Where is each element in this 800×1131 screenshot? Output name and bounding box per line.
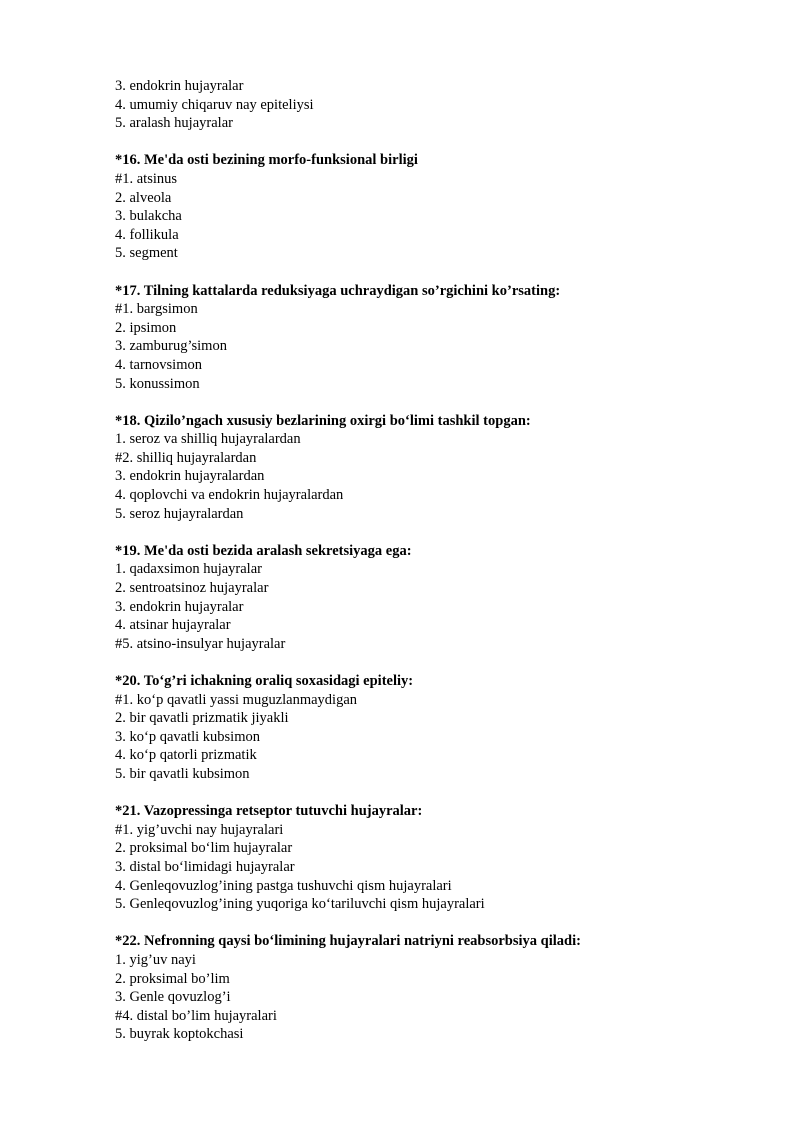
- document-page: [115, 77, 755, 1044]
- question-20: [115, 672, 755, 784]
- question-title: *21. Vazopressinga retseptor tutuvchi hujayralar:: [115, 803, 423, 820]
- question-title: *16. Me'da osti bezining morfo-funksional birligi: [115, 152, 418, 169]
- question-18: [115, 412, 755, 524]
- option: 5. aralash hujayralar: [115, 115, 233, 132]
- option: #1. atsinus: [115, 170, 178, 187]
- option: 3. ko‘p qavatli kubsimon: [115, 728, 260, 745]
- option: 3. endokrin hujayralardan: [115, 468, 265, 485]
- question-title: *19. Me'da osti bezida aralash sekretsiyaga ega:: [115, 542, 412, 559]
- option: 3. endokrin hujayralar: [115, 78, 244, 94]
- question-title: *22. Nefronning qaysi bo‘limining hujayralari natriyni reabsorbsiya qiladi:: [115, 933, 581, 950]
- option: 5. buyrak koptokchasi: [115, 1026, 244, 1043]
- option: 1. qadaxsimon hujayralar: [115, 561, 262, 578]
- option: 5. Genleqovuzlog’ining yuqoriga ko‘tariluvchi qism hujayralari: [115, 896, 485, 913]
- question-17: [115, 282, 755, 394]
- option: #1. bargsimon: [115, 301, 198, 318]
- option: 4. tarnovsimon: [115, 356, 202, 373]
- option: #1. yig’uvchi nay hujayralari: [115, 821, 284, 838]
- option: 1. yig’uv nayi: [115, 951, 196, 968]
- question-22: [115, 932, 755, 1044]
- option: 2. bir qavatli prizmatik jiyakli: [115, 710, 289, 727]
- option: 4. Genleqovuzlog’ining pastga tushuvchi qism hujayralari: [115, 877, 452, 894]
- option: 5. segment: [115, 245, 178, 262]
- option: 4. ko‘p qatorli prizmatik: [115, 747, 257, 764]
- option: 4. qoplovchi va endokrin hujayralardan: [115, 487, 344, 504]
- option: 2. ipsimon: [115, 319, 177, 336]
- option: 5. seroz hujayralardan: [115, 505, 244, 522]
- option: 3. distal bo‘limidagi hujayralar: [115, 858, 295, 875]
- option: 3. zamburug’simon: [115, 338, 227, 355]
- question-15-continued: [115, 77, 755, 133]
- question-title: *18. Qizilo’ngach xususiy bezlarining oxirgi bo‘limi tashkil topgan:: [115, 412, 531, 429]
- option: 2. alveola: [115, 189, 172, 206]
- option: #4. distal bo’lim hujayralari: [115, 1007, 277, 1024]
- option: 2. proksimal bo’lim: [115, 970, 230, 987]
- question-21: [115, 802, 755, 914]
- question-title: *20. To‘g’ri ichakning oraliq soxasidagi epiteliy:: [115, 673, 414, 689]
- option: 1. seroz va shilliq hujayralardan: [115, 431, 301, 448]
- option: 4. umumiy chiqaruv nay epiteliysi: [115, 96, 314, 113]
- option: #1. ko‘p qavatli yassi muguzlanmaydigan: [115, 691, 358, 708]
- option: 4. atsinar hujayralar: [115, 617, 231, 634]
- option: 2. sentroatsinoz hujayralar: [115, 580, 269, 597]
- option: 3. bulakcha: [115, 208, 182, 225]
- option: #5. atsino-insulyar hujayralar: [115, 635, 286, 652]
- question-16: [115, 151, 755, 263]
- option: 3. endokrin hujayralar: [115, 598, 244, 615]
- option: 5. bir qavatli kubsimon: [115, 765, 250, 782]
- question-19: [115, 542, 755, 654]
- option: 4. follikula: [115, 226, 179, 243]
- option: 3. Genle qovuzlog’i: [115, 989, 231, 1006]
- option: 5. konussimon: [115, 375, 200, 392]
- option: 2. proksimal bo‘lim hujayralar: [115, 840, 293, 857]
- question-title: *17. Tilning kattalarda reduksiyaga uchraydigan so’rgichini ko’rsating:: [115, 282, 561, 299]
- option: #2. shilliq hujayralardan: [115, 449, 257, 466]
